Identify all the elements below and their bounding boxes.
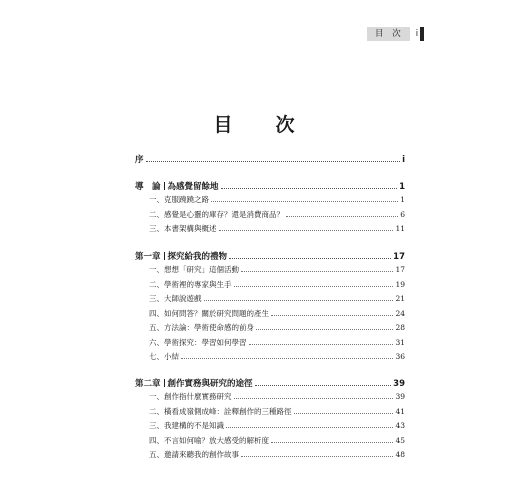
toc-entry-title: 二、學術裡的專家與生手 — [149, 280, 232, 289]
toc-entry-title: 三、本書架構與概述 — [149, 224, 217, 233]
running-header-page: i — [415, 29, 419, 39]
chapter-separator — [164, 379, 165, 387]
dot-leader — [271, 315, 393, 316]
toc-entry-title: 二、感覺是心靈的庫存？還是消費商品？ — [149, 210, 284, 219]
toc-page-number: 1 — [400, 195, 405, 204]
toc-section-entry — [149, 279, 405, 290]
toc-section-entry — [149, 351, 405, 362]
toc-entry-title: 三、大師說遊戲 — [149, 294, 202, 303]
dot-leader — [255, 385, 392, 386]
toc-section-entry — [149, 406, 405, 417]
dot-leader — [219, 230, 394, 231]
toc-chapter-number: 第二章 — [135, 379, 161, 389]
toc-page-number: 39 — [395, 392, 405, 401]
toc-chapter-number: 序 — [135, 155, 144, 165]
toc-chapter-entry — [135, 377, 405, 389]
toc-page-number: 17 — [393, 252, 405, 262]
toc-page-number: 31 — [395, 338, 405, 347]
toc-chapter-number: 第一章 — [135, 252, 161, 262]
chapter-separator — [164, 252, 165, 260]
toc-page-number: 39 — [393, 379, 405, 389]
dot-leader — [221, 188, 398, 189]
toc-page-number: 6 — [400, 210, 405, 219]
toc-entry-title — [135, 377, 253, 389]
toc-chapter-number: 導 論 — [135, 182, 161, 192]
dot-leader — [234, 286, 394, 287]
toc-entry-title: 一、創作指什麼實務研究 — [149, 392, 232, 401]
toc-entry-title: 七、小結 — [149, 352, 179, 361]
page-title: 目 次 — [213, 114, 307, 136]
toc-page-number: 1 — [399, 182, 405, 192]
toc-page-number: 36 — [395, 352, 405, 361]
toc-chapter-entry — [135, 153, 405, 165]
toc-chapter-entry — [135, 250, 405, 262]
toc-page-number: 45 — [395, 436, 405, 445]
toc-entry-title: 二、橫看成嶺側成峰：詮釋創作的三種路徑 — [149, 407, 292, 416]
toc-page-number: 24 — [395, 309, 405, 318]
toc-page-number: 19 — [395, 280, 405, 289]
running-header-bar — [420, 27, 424, 41]
toc-section-entry — [149, 209, 405, 220]
toc-entry-title — [135, 153, 144, 165]
toc-section-entry — [149, 308, 405, 319]
dot-leader — [271, 442, 393, 443]
toc-entry-title: 五、邀請來聽我的創作故事 — [149, 450, 239, 459]
dot-leader — [211, 201, 398, 202]
toc-entry-title — [135, 250, 227, 262]
dot-leader — [181, 358, 393, 359]
toc-page-number: 43 — [395, 421, 405, 430]
toc-page-number: i — [402, 155, 405, 165]
chapter-separator — [164, 182, 165, 190]
toc-section-entry — [149, 435, 405, 446]
dot-leader — [226, 427, 393, 428]
toc-chapter-title: 探究給我的禮物 — [167, 252, 228, 262]
toc-section-entry — [149, 337, 405, 348]
toc-entry-title: 一、想想「研究」這個活動 — [149, 265, 239, 274]
toc-entry-title: 四、如何問答？關於研究問題的產生 — [149, 309, 269, 318]
dot-leader — [294, 413, 394, 414]
dot-leader — [241, 456, 393, 457]
dot-leader — [286, 216, 398, 217]
toc-entry-title — [135, 180, 219, 192]
running-header-label: 目 次 — [367, 27, 410, 41]
dot-leader — [249, 344, 394, 345]
toc-section-entry — [149, 420, 405, 431]
toc-entry-title: 四、不言如何喻？放大感受的解析度 — [149, 436, 269, 445]
dot-leader — [204, 300, 394, 301]
dot-leader — [234, 398, 394, 399]
toc-section-entry — [149, 322, 405, 333]
toc-entry-title: 一、克服蹺蹺之路 — [149, 195, 209, 204]
toc-section-entry — [149, 293, 405, 304]
toc-section-entry — [149, 449, 405, 460]
toc-entry-title: 六、學術探究：學習如何學習 — [149, 338, 247, 347]
toc-section-entry — [149, 264, 405, 275]
toc-page-number: 28 — [395, 323, 405, 332]
running-header — [367, 27, 424, 41]
toc-chapter-title: 為感覺留餘地 — [167, 182, 219, 192]
dot-leader — [256, 329, 393, 330]
dot-leader — [241, 271, 393, 272]
toc-section-entry — [149, 194, 405, 205]
toc-page-number: 48 — [395, 450, 405, 459]
toc-page-number: 41 — [395, 407, 405, 416]
toc-chapter-entry — [135, 180, 405, 192]
toc-chapter-title: 創作實務與研究的途徑 — [167, 379, 253, 389]
toc-section-entry — [149, 223, 405, 234]
toc-page-number: 17 — [395, 265, 405, 274]
toc-page-number: 21 — [395, 294, 405, 303]
toc-entry-title: 五、方法論：學術使命感的前身 — [149, 323, 254, 332]
toc-page-number: 11 — [395, 224, 405, 233]
dot-leader — [146, 161, 401, 162]
toc-section-entry — [149, 391, 405, 402]
dot-leader — [229, 258, 391, 259]
toc-entry-title: 三、我建構的不是知識 — [149, 421, 224, 430]
